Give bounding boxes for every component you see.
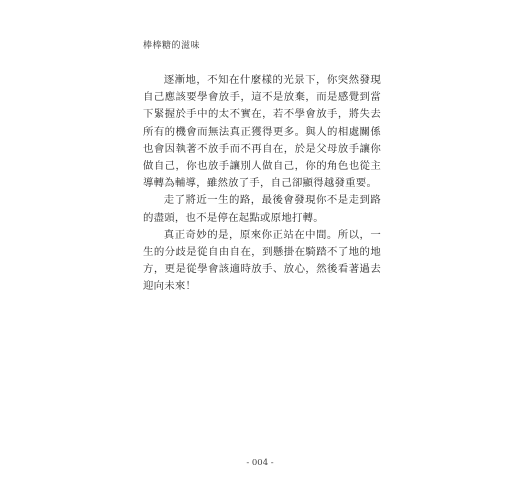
paragraph: 走了將近一生的路，最後會發現你不是走到路的盡頭，也不是停在起點或原地打轉。	[143, 194, 381, 224]
running-header: 棒棒糖的滋味	[143, 41, 201, 51]
page-number: - 004 -	[246, 458, 274, 468]
paragraph: 真正奇妙的是，原來你正站在中間。所以，一生的分歧是從自由自在，到懸掛在騎踏不了地的地方，更是從學會該適時放手、放心，然後看著過去迎向未來！	[143, 228, 381, 293]
paragraph: 逐漸地，不知在什麼樣的光景下，你突然發現自己應該要學會放手，這不是放棄，而是感覺到當下緊握於手中的太不實在，若不學會放手，將失去所有的機會而無法真正獲得更多。與人的相處關係也會因執著不放手而不再自在，於是父母放手讓你做自己，你也放手讓別人做自己，你的角色也從主導轉為輔導，雖然放了手，自己卻顯得越發重要。	[143, 74, 381, 190]
body-text	[143, 72, 381, 296]
